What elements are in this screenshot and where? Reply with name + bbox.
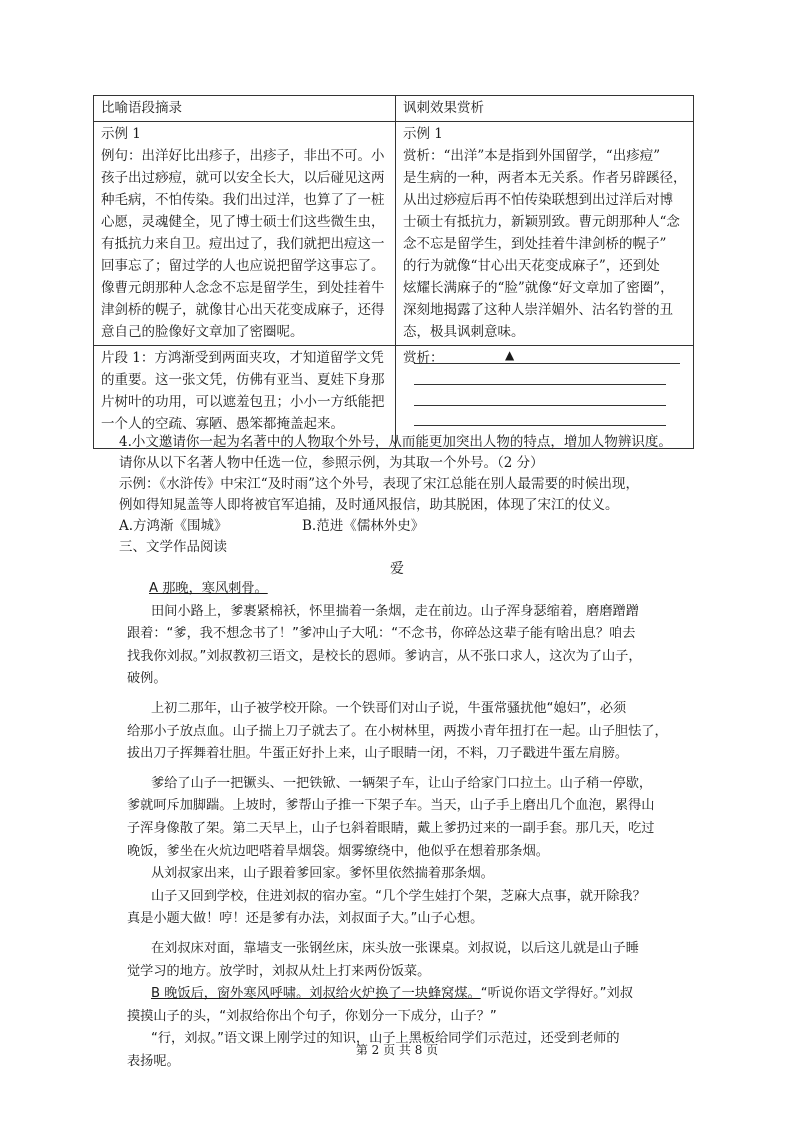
example-right-line: 的行为就像“甘心出天花变成麻子”，还到处 bbox=[403, 258, 660, 274]
option-a[interactable]: A.方鸿渐《围城》 bbox=[119, 518, 228, 534]
story-line: 觉学习的地方。放学时，刘叔从灶上打来两份饭菜。 bbox=[127, 963, 431, 979]
story-line: 晚饭，爹坐在火炕边吧嗒着旱烟袋。烟雾缭绕中，他似乎在想着那条烟。 bbox=[127, 843, 549, 859]
answer-line[interactable] bbox=[414, 384, 666, 385]
question-4-line: 4.小文邀请你一起为名著中的人物取个外号，从而能更加突出人物的特点，增加人物辨识度。 bbox=[119, 434, 672, 450]
story-line: “听说你语文学得好。”刘叔 bbox=[480, 986, 633, 1002]
example-right-line: 示例 1 bbox=[403, 126, 443, 142]
story-line: 爹给了山子一把镢头、一把铁锨、一辆架子车，让山子给家门口拉土。山子稍一停歇， bbox=[151, 775, 653, 791]
story-line: “行，刘叔。”语文课上刚学过的知识，山子上黑板给同学们示范过，还受到老师的 bbox=[151, 1031, 620, 1047]
table-header-row bbox=[94, 96, 694, 122]
story-title: 爱 bbox=[390, 561, 404, 577]
example-right-line: 从出过痧痘后再不怕传染联想到出过洋后对博 bbox=[403, 192, 673, 208]
example-left-line: 心愿，灵魂健全，见了博士硕士们这些微生虫， bbox=[101, 214, 385, 230]
answer-line[interactable] bbox=[414, 363, 680, 364]
example-right-line: 念不忘是留学生，到处挂着牛津剑桥的幌子” bbox=[403, 236, 667, 252]
example-left-line: 像曹元朗那种人念念不忘是留学生，到处挂着牛 bbox=[101, 280, 385, 296]
example-left-line: 例句：出洋好比出疹子，出疹子，非出不可。小 bbox=[101, 148, 385, 164]
example-row bbox=[94, 122, 694, 346]
example-left-line: 示例 1 bbox=[101, 126, 141, 142]
story-line: 给那小子放点血。山子揣上刀子就去了。在小树林里，两拨小青年扭打在一起。山子胆怯了， bbox=[127, 723, 668, 739]
story-line: 上初二那年，山子被学校开除。一个铁哥们对山子说，牛蛋常骚扰他“媳妇”，必须 bbox=[151, 700, 627, 716]
option-b[interactable]: B.范进《儒林外史》 bbox=[302, 518, 425, 534]
answer-marker-triangle: ▲ bbox=[505, 348, 515, 362]
answer-line[interactable] bbox=[414, 425, 666, 426]
example-excerpt-cell bbox=[94, 122, 396, 346]
fragment-left-line: 的重要。这一张文凭，仿佛有亚当、夏娃下身那 bbox=[101, 372, 385, 388]
question-4-options bbox=[119, 516, 719, 537]
example-analysis-cell bbox=[396, 122, 694, 346]
story-line: 跟着：“爹，我不想念书了！”爹冲山子大吼：“不念书，你碎怂这辈子能有啥出息？咱去 bbox=[127, 626, 636, 642]
section-heading: 三、文学作品阅读 bbox=[119, 539, 227, 555]
fragment-left-line: 一个人的空疏、寡陋、愚笨都掩盖起来。 bbox=[101, 416, 344, 432]
story-body bbox=[127, 578, 687, 1073]
example-right-line: 深刻地揭露了这种人崇洋媚外、沽名钓誉的丑 bbox=[403, 302, 673, 318]
example-left-line: 种毛病，不怕传染。我们出过洋，也算了了一桩 bbox=[101, 192, 385, 208]
header-excerpt: 比喻语段摘录 bbox=[94, 96, 396, 122]
metaphor-analysis-table bbox=[93, 95, 694, 449]
marker-a: A 那晚，寒风刺骨。 bbox=[149, 581, 268, 596]
example-right-line: 是生病的一种，两者本无关系。作者另辟蹊径， bbox=[403, 170, 687, 186]
question-4-line: 示例：《水浒传》中宋江“及时雨”这个外号，表现了宋江总能在别人最需要的时候出现， bbox=[119, 476, 640, 492]
example-right-line: 态，极具讽刺意味。 bbox=[403, 324, 525, 340]
story-line: 在刘叔床对面，靠墙支一张钢丝床，床头放一张课桌。刘叔说，以后这儿就是山子睡 bbox=[151, 940, 639, 956]
marker-b-line bbox=[127, 983, 687, 1006]
story-line: 破例。 bbox=[127, 671, 167, 687]
page-footer: 第 2 页 共 8 页 bbox=[355, 1043, 439, 1057]
question-4 bbox=[119, 432, 719, 537]
example-left-line: 回事忘了；留过学的人也应说把留学这事忘了。 bbox=[101, 258, 385, 274]
story-line: 拔出刀子挥舞着壮胆。牛蛋正好扑上来，山子眼睛一闭，不料，刀子戳进牛蛋左肩膀。 bbox=[127, 746, 629, 762]
example-left-line: 津剑桥的幌子，就像甘心出天花变成麻子，还得 bbox=[101, 302, 385, 318]
story-line: 田间小路上，爹裹紧棉袄，怀里揣着一条烟，走在前边。山子浑身瑟缩着，磨磨蹭蹭 bbox=[151, 603, 639, 619]
fragment-left-line: 片段 1：方鸿渐受到两面夹攻，才知道留学文凭 bbox=[101, 350, 384, 366]
story-line: 子浑身像散了架。第二天早上，山子乜斜着眼睛，戴上爹扔过来的一副手套。那几天，吃过 bbox=[127, 820, 655, 836]
story-line: 摸摸山子的头，“刘叔给你出个句子，你划分一下成分，山子？” bbox=[127, 1008, 497, 1024]
question-4-line: 请你从以下名著人物中任选一位，参照示例，为其取一个外号。（2 分） bbox=[119, 455, 544, 471]
story-line: 表扬呢。 bbox=[127, 1053, 180, 1069]
example-left-line: 有抵抗力来自卫。痘出过了，我们就把出痘这一 bbox=[101, 236, 385, 252]
story-line: 真是小题大做！哼！还是爹有办法，刘叔面子大。”山子心想。 bbox=[127, 911, 484, 927]
header-analysis: 讽刺效果赏析 bbox=[396, 96, 694, 122]
example-right-line: 赏析：“出洋”本是指到外国留学，“出疹痘” bbox=[403, 148, 661, 164]
example-right-line: 士硕士有抵抗力，新颖别致。曹元朗那种人“念 bbox=[403, 214, 680, 230]
story-line: 爹就呵斥加脚踹。上坡时，爹帮山子推一下架子车。当天，山子手上磨出几个血泡，累得山 bbox=[127, 798, 655, 814]
marker-b: B 晚饭后，窗外寒风呼啸。刘叔给火炉换了一块蜂窝煤。 bbox=[151, 986, 481, 1002]
example-right-line: 炫耀长满麻子的“脸”就像“好文章加了密圈”， bbox=[403, 280, 674, 296]
story-line: 山子又回到学校，住进刘叔的宿办室。“几个学生娃打个架，芝麻大点事，就开除我？ bbox=[151, 888, 646, 904]
story-line: 从刘叔家出来，山子跟着爹回家。爹怀里依然揣着那条烟。 bbox=[151, 866, 494, 882]
fragment-analysis-label: 赏析： bbox=[403, 350, 444, 366]
fragment-left-line: 片树叶的功用，可以遮羞包丑；小小一方纸能把 bbox=[101, 394, 385, 410]
story-line: 找我你刘叔。”刘叔教初三语文，是校长的恩师。爹讷言，从不张口求人，这次为了山子， bbox=[127, 648, 642, 664]
example-left-line: 孩子出过痧痘，就可以安全长大，以后碰见这两 bbox=[101, 170, 385, 186]
example-left-line: 意自己的脸像好文章加了密圈呢。 bbox=[101, 324, 304, 340]
question-4-line: 例如得知晁盖等人即将被官军追捕，及时通风报信，助其脱困，体现了宋江的仗义。 bbox=[119, 497, 619, 513]
answer-line[interactable] bbox=[414, 405, 666, 406]
marker-a-line bbox=[149, 578, 687, 601]
